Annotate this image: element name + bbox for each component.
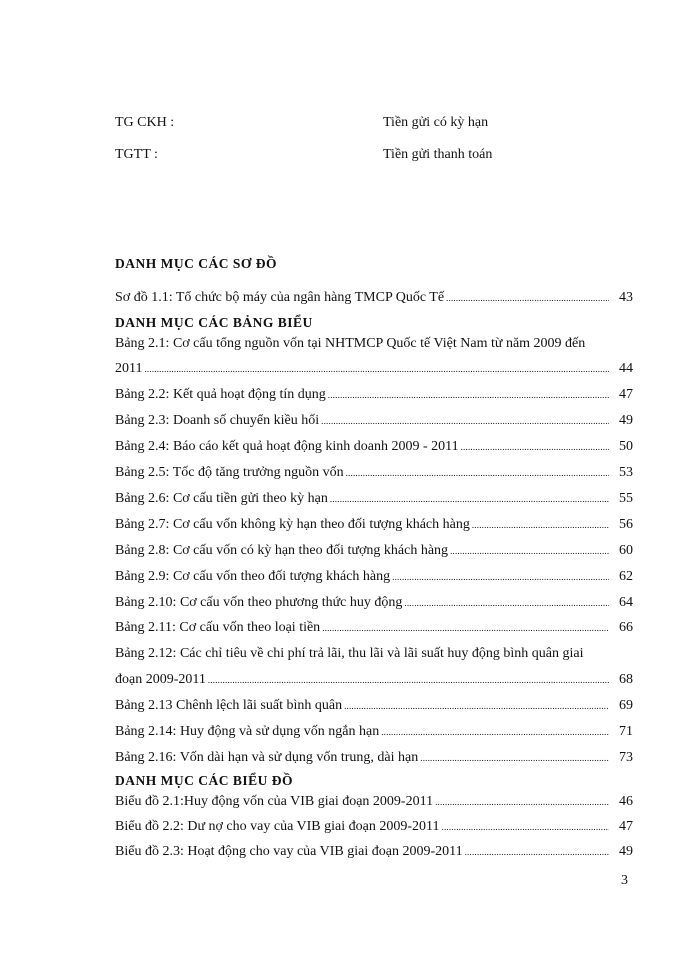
toc-entry-title: Sơ đồ 1.1: Tổ chức bộ máy của ngân hàng TMCP Quốc Tế <box>115 290 445 305</box>
abbreviation-key: TG CKH : <box>115 115 175 130</box>
toc-entry-page: 50 <box>619 439 633 454</box>
toc-entry-title: Bảng 2.16: Vốn dài hạn và sử dụng vốn trung, dài hạn <box>115 750 419 765</box>
toc-entry-page: 47 <box>619 387 633 402</box>
toc-entry-title: đoạn 2009-2011 <box>115 672 206 687</box>
toc-entry-title: Bảng 2.8: Cơ cấu vốn có kỳ hạn theo đối tượng khách hàng <box>115 543 449 558</box>
toc-entry-title: Bảng 2.5: Tốc độ tăng trưởng nguồn vốn <box>115 465 344 480</box>
toc-entry <box>115 595 633 611</box>
section-heading-bang-bieu: DANH MỤC CÁC BẢNG BIỂU <box>115 315 313 330</box>
toc-entry <box>115 491 633 507</box>
toc-entry <box>115 724 633 740</box>
leader-dots <box>144 361 609 377</box>
toc-entry-title: Bảng 2.7: Cơ cấu vốn không kỳ hạn theo đối tượng khách hàng <box>115 517 470 532</box>
leader-dots <box>446 290 609 306</box>
toc-entry <box>115 517 633 533</box>
toc-entry-page: 44 <box>619 361 633 376</box>
toc-entry-page: 73 <box>619 750 633 765</box>
toc-entry-title: Biểu đồ 2.2: Dư nợ cho vay của VIB giai đoạn 2009-2011 <box>115 819 440 834</box>
leader-dots <box>435 794 609 810</box>
abbreviation-value: Tiền gửi thanh toán <box>383 147 493 162</box>
toc-entry-page: 46 <box>619 794 633 809</box>
leader-dots <box>208 672 609 688</box>
leader-dots <box>450 543 609 559</box>
toc-entry-page: 68 <box>619 672 633 687</box>
leader-dots <box>330 491 609 507</box>
toc-entry-title: Bảng 2.6: Cơ cấu tiền gửi theo kỳ hạn <box>115 491 328 506</box>
toc-entry-title: Bảng 2.3: Doanh số chuyển kiều hối <box>115 413 320 428</box>
toc-entry <box>115 543 633 559</box>
toc-entry-page: 62 <box>619 569 633 584</box>
leader-dots <box>442 819 610 835</box>
toc-entry <box>115 794 633 810</box>
toc-entry <box>115 569 633 585</box>
toc-entry-title-line1: Bảng 2.12: Các chỉ tiêu về chi phí trả lãi, thu lãi và lãi suất huy động bình quân giai <box>115 646 584 661</box>
toc-entry-page: 71 <box>619 724 633 739</box>
toc-entry-page: 43 <box>619 290 633 305</box>
toc-entry <box>115 439 633 455</box>
toc-entry <box>115 413 633 429</box>
toc-entry-title: Bảng 2.14: Huy động và sử dụng vốn ngắn hạn <box>115 724 380 739</box>
toc-entry <box>115 819 633 835</box>
leader-dots <box>461 439 609 455</box>
toc-entry <box>115 620 633 636</box>
leader-dots <box>321 413 609 429</box>
toc-entry-page: 49 <box>619 844 633 859</box>
abbreviation-value: Tiền gửi có kỳ hạn <box>383 115 489 130</box>
toc-entry <box>115 387 633 403</box>
toc-entry-page: 60 <box>619 543 633 558</box>
toc-entry-title: 2011 <box>115 361 143 376</box>
page-number: 3 <box>621 873 628 888</box>
leader-dots <box>322 620 609 636</box>
section-heading-so-do: DANH MỤC CÁC SƠ ĐỒ <box>115 256 277 271</box>
toc-entry-title: Bảng 2.9: Cơ cấu vốn theo đối tượng khách hàng <box>115 569 391 584</box>
leader-dots <box>404 595 609 611</box>
leader-dots <box>346 465 609 481</box>
toc-entry-page: 56 <box>619 517 633 532</box>
toc-entry-page: 69 <box>619 698 633 713</box>
toc-entry-page: 49 <box>619 413 633 428</box>
toc-entry-title-line1: Bảng 2.1: Cơ cấu tổng nguồn vốn tại NHTMCP Quốc tế Việt Nam từ năm 2009 đến <box>115 336 586 351</box>
toc-entry-page: 55 <box>619 491 633 506</box>
toc-entry-title: Bảng 2.13 Chênh lệch lãi suất bình quân <box>115 698 343 713</box>
toc-entry-page: 64 <box>619 595 633 610</box>
toc-entry <box>115 844 633 860</box>
toc-entry-page: 53 <box>619 465 633 480</box>
toc-entry-title: Bảng 2.2: Kết quả hoạt động tín dụng <box>115 387 326 402</box>
abbreviation-key: TGTT : <box>115 147 158 162</box>
leader-dots <box>328 387 609 403</box>
toc-entry-page: 66 <box>619 620 633 635</box>
leader-dots <box>392 569 609 585</box>
toc-entry <box>115 750 633 766</box>
toc-entry <box>115 465 633 481</box>
toc-entry <box>115 672 633 688</box>
leader-dots <box>420 750 609 766</box>
toc-entry-title: Biểu đồ 2.1:Huy động vốn của VIB giai đoạn 2009-2011 <box>115 794 434 809</box>
toc-entry <box>115 698 633 714</box>
toc-entry-title: Bảng 2.4: Báo cáo kết quả hoạt động kinh doanh 2009 - 2011 <box>115 439 459 454</box>
toc-entry <box>115 290 633 306</box>
toc-entry-title: Biểu đồ 2.3: Hoạt động cho vay của VIB giai đoạn 2009-2011 <box>115 844 463 859</box>
leader-dots <box>472 517 609 533</box>
leader-dots <box>344 698 609 714</box>
toc-entry-title: Bảng 2.10: Cơ cấu vốn theo phương thức huy động <box>115 595 403 610</box>
leader-dots <box>465 844 609 860</box>
section-heading-bieu-do: DANH MỤC CÁC BIỂU ĐỒ <box>115 773 293 788</box>
toc-entry-title: Bảng 2.11: Cơ cấu vốn theo loại tiền <box>115 620 321 635</box>
toc-entry-page: 47 <box>619 819 633 834</box>
toc-entry <box>115 361 633 377</box>
leader-dots <box>381 724 609 740</box>
